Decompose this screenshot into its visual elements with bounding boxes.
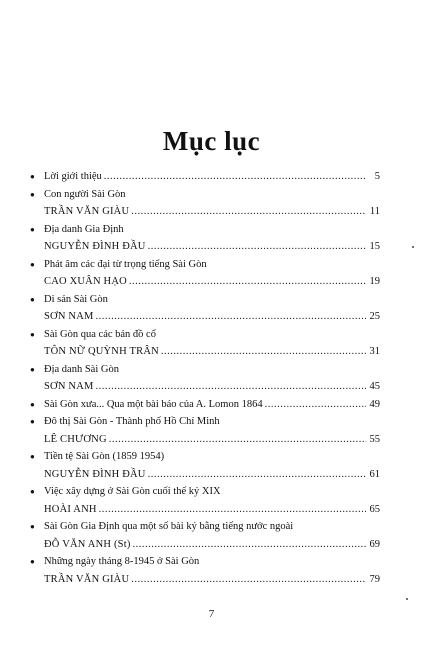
toc-title-line: [30, 553, 380, 571]
bullet-icon: ●: [30, 329, 35, 339]
toc-title-line: [30, 518, 380, 536]
toc-entry: [30, 518, 380, 553]
toc-page-number: 25: [369, 311, 380, 322]
toc-entry-title: Di sản Sài Gòn: [44, 293, 108, 305]
toc-title-line: [30, 326, 380, 344]
toc-page-number: 79: [369, 573, 380, 585]
dot-leader: [99, 501, 366, 519]
toc-author-line: [30, 431, 380, 449]
toc-entry: [30, 291, 380, 326]
dot-leader: [109, 431, 366, 449]
toc-entry-title: Con người Sài Gòn: [44, 188, 126, 200]
bullet-icon: ●: [30, 294, 35, 304]
toc-entry: [30, 326, 380, 361]
toc-entry: [30, 448, 380, 483]
toc-page-number: 5: [374, 171, 380, 182]
toc-author-line: [30, 536, 380, 554]
dot-leader: [131, 203, 366, 221]
toc-entry-author: TRẦN VĂN GIÀU: [44, 206, 130, 217]
toc-page-number: 15: [369, 241, 380, 252]
toc-entry: [30, 361, 380, 396]
toc-author-line: [30, 571, 380, 589]
dot-leader: [148, 466, 366, 484]
toc-author-line: [30, 466, 380, 484]
toc-entry: [30, 553, 380, 588]
bullet-icon: ●: [30, 224, 35, 234]
toc-entry-author: NGUYỄN ĐÌNH ĐẦU: [44, 241, 146, 252]
toc-title-line: [30, 448, 380, 466]
toc-entry: [30, 396, 380, 414]
bullet-icon: ●: [30, 399, 35, 409]
toc-page-number: 49: [369, 398, 380, 410]
toc-entry-author: TRẦN VĂN GIÀU: [44, 573, 130, 585]
dot-leader: [161, 343, 366, 361]
scan-speck: [412, 246, 414, 248]
table-of-contents: [30, 168, 380, 588]
dot-leader: [96, 308, 366, 326]
toc-entry-title: Phát âm các đại từ trọng tiếng Sài Gòn: [44, 258, 207, 270]
bullet-icon: ●: [30, 189, 35, 199]
bullet-icon: ●: [30, 522, 35, 531]
toc-author-line: [30, 343, 380, 361]
toc-entry-title: Tiền tệ Sài Gòn (1859 1954): [44, 451, 165, 462]
toc-title-line: [30, 361, 380, 379]
toc-entry: [30, 186, 380, 221]
toc-title-line: [30, 168, 380, 186]
bullet-icon: ●: [30, 452, 35, 461]
bullet-icon: ●: [30, 557, 35, 566]
toc-author-line: [30, 501, 380, 519]
toc-entry-title: Sài Gòn xưa... Qua một bài báo của A. Lomon 1864: [44, 398, 263, 410]
toc-title-line: [30, 413, 380, 431]
toc-entry-author: LÊ CHƯƠNG: [44, 433, 107, 445]
toc-page-number: 31: [369, 346, 380, 357]
bullet-icon: ●: [30, 172, 35, 181]
scan-speck: [406, 598, 408, 600]
dot-leader: [133, 536, 366, 554]
toc-entry-title: Địa danh Gia Định: [44, 223, 124, 235]
toc-entry: [30, 168, 380, 186]
toc-entry-title: Những ngày tháng 8-1945 ở Sài Gòn: [44, 556, 200, 567]
toc-entry-title: Đô thị Sài Gòn - Thành phố Hồ Chí Minh: [44, 416, 220, 427]
bullet-icon: ●: [30, 259, 35, 269]
toc-entry-title: Sài Gòn qua các bản đồ cổ: [44, 328, 156, 340]
dot-leader: [131, 571, 366, 589]
toc-entry-title: Việc xây dựng ở Sài Gòn cuối thế kỷ XIX: [44, 486, 221, 497]
dot-leader: [148, 238, 366, 256]
page-number: 7: [208, 608, 215, 620]
toc-author-line: [30, 203, 380, 221]
toc-title-line: [30, 256, 380, 274]
toc-entry-title: Địa danh Sài Gòn: [44, 363, 119, 375]
toc-title-line: [30, 396, 380, 414]
toc-entry-author: TÔN NỮ QUỲNH TRÂN: [44, 346, 159, 357]
toc-page-number: 11: [369, 206, 380, 217]
toc-title-line: [30, 221, 380, 239]
toc-page-number: 19: [369, 276, 380, 287]
dot-leader: [265, 396, 366, 414]
toc-title-line: [30, 291, 380, 309]
toc-entry-author: ĐỖ VĂN ANH (St): [44, 538, 131, 550]
toc-entry: [30, 256, 380, 291]
toc-author-line: [30, 273, 380, 291]
toc-entry-title: Sài Gòn Gia Định qua một số bài ký bằng tiếng nước ngoài: [44, 521, 294, 532]
dot-leader: [96, 378, 366, 396]
toc-page-number: 65: [369, 503, 380, 515]
toc-entry: [30, 221, 380, 256]
toc-author-line: [30, 378, 380, 396]
toc-entry-author: SƠN NAM: [44, 381, 94, 392]
toc-entry-author: CAO XUÂN HẠO: [44, 276, 127, 287]
toc-entry-author: HOÀI ANH: [44, 503, 97, 515]
bullet-icon: ●: [30, 364, 35, 374]
toc-author-line: [30, 238, 380, 256]
toc-page-number: 45: [369, 381, 380, 392]
toc-entry-author: NGUYỄN ĐÌNH ĐẦU: [44, 468, 146, 480]
toc-page-number: 55: [369, 433, 380, 445]
toc-author-line: [30, 308, 380, 326]
toc-title-line: [30, 483, 380, 501]
dot-leader: [104, 168, 366, 186]
toc-entry: [30, 483, 380, 518]
toc-page-number: 69: [369, 538, 380, 550]
bullet-icon: ●: [30, 487, 35, 496]
toc-title-line: [30, 186, 380, 204]
dot-leader: [129, 273, 366, 291]
toc-page-number: 61: [369, 468, 380, 480]
toc-entry-title: Lời giới thiệu: [44, 171, 102, 182]
page-title: Mục lục: [162, 126, 261, 156]
toc-entry-author: SƠN NAM: [44, 311, 94, 322]
toc-entry: [30, 413, 380, 448]
bullet-icon: ●: [30, 417, 35, 426]
